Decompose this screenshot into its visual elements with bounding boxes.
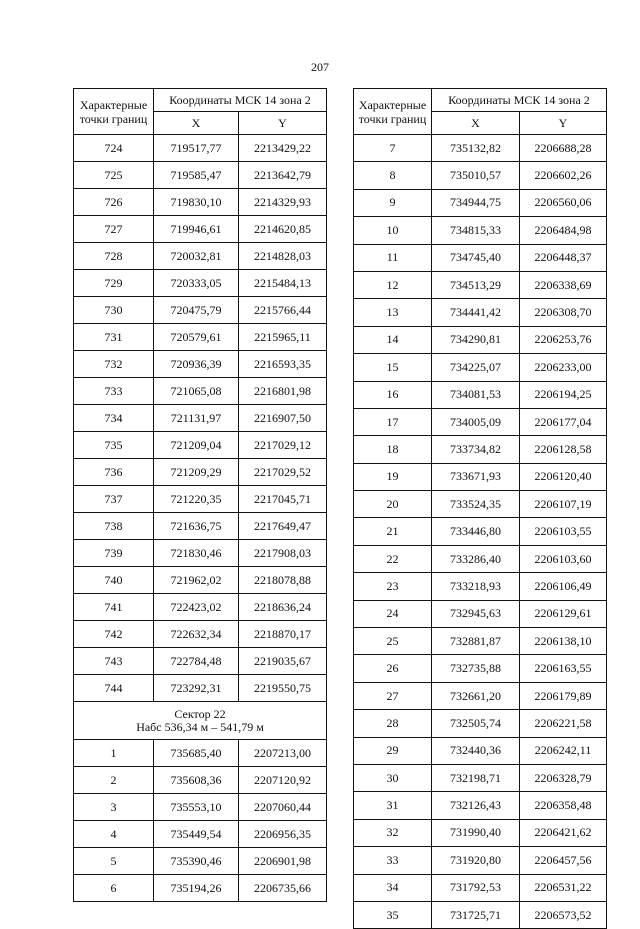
- table-row: [74, 594, 327, 621]
- x-coordinate-cell: 719585,47: [154, 162, 239, 189]
- point-number-cell: 17: [354, 408, 432, 435]
- y-coordinate-cell: 2206106,49: [520, 573, 607, 600]
- table-row: [354, 162, 607, 189]
- table-row: [354, 819, 607, 846]
- y-coordinate-cell: 2218636,24: [239, 594, 327, 621]
- point-number-cell: 21: [354, 518, 432, 545]
- table-row: [354, 545, 607, 572]
- x-coordinate-cell: 733286,40: [432, 545, 520, 572]
- point-number-cell: 23: [354, 573, 432, 600]
- y-coordinate-cell: 2217029,12: [239, 432, 327, 459]
- coordinates-table-left: [73, 88, 327, 902]
- y-coordinate-cell: 2216593,35: [239, 351, 327, 378]
- table-header-row: [354, 89, 607, 112]
- x-coordinate-cell: 721209,04: [154, 432, 239, 459]
- table-row: [354, 271, 607, 298]
- point-number-cell: 738: [74, 513, 154, 540]
- point-number-cell: 31: [354, 792, 432, 819]
- point-number-cell: 34: [354, 874, 432, 901]
- sector-elevation-range: Набс 536,34 м – 541,79 м: [136, 719, 264, 734]
- y-coordinate-cell: 2206194,25: [520, 381, 607, 408]
- point-number-cell: 725: [74, 162, 154, 189]
- table-row: [74, 270, 327, 297]
- y-coordinate-cell: 2217045,71: [239, 486, 327, 513]
- point-number-cell: 744: [74, 675, 154, 702]
- point-number-cell: 33: [354, 847, 432, 874]
- y-coordinate-cell: 2218078,88: [239, 567, 327, 594]
- y-coordinate-cell: 2206484,98: [520, 217, 607, 244]
- table-row: [354, 436, 607, 463]
- table-row: [74, 162, 327, 189]
- x-column-header: X: [432, 112, 520, 135]
- point-number-cell: 741: [74, 594, 154, 621]
- x-coordinate-cell: 733524,35: [432, 491, 520, 518]
- x-coordinate-cell: 720032,81: [154, 243, 239, 270]
- point-number-cell: 12: [354, 271, 432, 298]
- y-coordinate-cell: 2213642,79: [239, 162, 327, 189]
- table-row: [74, 794, 327, 821]
- x-coordinate-cell: 735608,36: [154, 767, 239, 794]
- point-number-cell: 726: [74, 189, 154, 216]
- x-coordinate-cell: 721962,02: [154, 567, 239, 594]
- table-row: [354, 135, 607, 162]
- point-number-cell: 15: [354, 354, 432, 381]
- y-coordinate-cell: 2216907,50: [239, 405, 327, 432]
- y-coordinate-cell: 2206308,70: [520, 299, 607, 326]
- point-number-cell: 24: [354, 600, 432, 627]
- table-row: [74, 648, 327, 675]
- table-row: [74, 378, 327, 405]
- x-coordinate-cell: 731920,80: [432, 847, 520, 874]
- x-coordinate-cell: 722784,48: [154, 648, 239, 675]
- x-coordinate-cell: 732198,71: [432, 764, 520, 791]
- y-coordinate-cell: 2206358,48: [520, 792, 607, 819]
- point-number-cell: 3: [74, 794, 154, 821]
- table-row: [74, 513, 327, 540]
- table-row: [354, 655, 607, 682]
- x-coordinate-cell: 732126,43: [432, 792, 520, 819]
- table-row: [74, 621, 327, 648]
- x-coordinate-cell: 723292,31: [154, 675, 239, 702]
- sector-heading-row: [74, 702, 327, 740]
- y-column-header: Y: [239, 112, 327, 135]
- table-row: [354, 244, 607, 271]
- y-coordinate-cell: 2206221,58: [520, 710, 607, 737]
- x-coordinate-cell: 722423,02: [154, 594, 239, 621]
- x-coordinate-cell: 734005,09: [432, 408, 520, 435]
- x-coordinate-cell: 733446,80: [432, 518, 520, 545]
- table-row: [354, 518, 607, 545]
- y-coordinate-cell: 2206421,62: [520, 819, 607, 846]
- point-number-cell: 4: [74, 821, 154, 848]
- table-row: [74, 351, 327, 378]
- table-row: [354, 847, 607, 874]
- y-coordinate-cell: 2206531,22: [520, 874, 607, 901]
- y-coordinate-cell: 2206233,00: [520, 354, 607, 381]
- table-row: [354, 874, 607, 901]
- point-number-cell: 16: [354, 381, 432, 408]
- point-number-cell: 8: [354, 162, 432, 189]
- point-number-cell: 743: [74, 648, 154, 675]
- table-row: [354, 326, 607, 353]
- y-coordinate-cell: 2219035,67: [239, 648, 327, 675]
- x-coordinate-cell: 732881,87: [432, 628, 520, 655]
- point-number-cell: 27: [354, 682, 432, 709]
- table-row: [74, 675, 327, 702]
- table-row: [354, 600, 607, 627]
- table-row: [354, 217, 607, 244]
- table-row: [74, 767, 327, 794]
- table-row: [74, 486, 327, 513]
- y-coordinate-cell: 2206338,69: [520, 271, 607, 298]
- x-coordinate-cell: 731792,53: [432, 874, 520, 901]
- point-number-cell: 742: [74, 621, 154, 648]
- x-coordinate-cell: 721830,46: [154, 540, 239, 567]
- y-coordinate-cell: 2206688,28: [520, 135, 607, 162]
- y-coordinate-cell: 2215766,44: [239, 297, 327, 324]
- point-number-cell: 18: [354, 436, 432, 463]
- x-coordinate-cell: 732440,36: [432, 737, 520, 764]
- table-row: [74, 135, 327, 162]
- table-row: [74, 875, 327, 902]
- y-coordinate-cell: 2215484,13: [239, 270, 327, 297]
- table-row: [354, 764, 607, 791]
- point-number-cell: 35: [354, 901, 432, 928]
- point-number-cell: 30: [354, 764, 432, 791]
- x-coordinate-cell: 721636,75: [154, 513, 239, 540]
- y-coordinate-cell: 2206128,58: [520, 436, 607, 463]
- point-number-cell: 28: [354, 710, 432, 737]
- point-number-cell: 32: [354, 819, 432, 846]
- y-coordinate-cell: 2206138,10: [520, 628, 607, 655]
- table-row: [354, 710, 607, 737]
- table-row: [74, 848, 327, 875]
- table-header-row: [74, 89, 327, 112]
- points-header: [74, 89, 154, 135]
- point-number-cell: 729: [74, 270, 154, 297]
- y-column-header: Y: [520, 112, 607, 135]
- point-number-cell: 737: [74, 486, 154, 513]
- table-row: [354, 491, 607, 518]
- y-coordinate-cell: 2217908,03: [239, 540, 327, 567]
- x-coordinate-cell: 732661,20: [432, 682, 520, 709]
- point-number-cell: 11: [354, 244, 432, 271]
- point-number-cell: 9: [354, 189, 432, 216]
- x-coordinate-cell: 734081,53: [432, 381, 520, 408]
- y-coordinate-cell: 2218870,17: [239, 621, 327, 648]
- x-coordinate-cell: 735010,57: [432, 162, 520, 189]
- table-row: [74, 405, 327, 432]
- table-row: [74, 821, 327, 848]
- point-number-cell: 19: [354, 463, 432, 490]
- point-number-cell: 5: [74, 848, 154, 875]
- table-row: [354, 901, 607, 928]
- x-coordinate-cell: 719946,61: [154, 216, 239, 243]
- table-row: [354, 408, 607, 435]
- x-coordinate-cell: 735194,26: [154, 875, 239, 902]
- x-coordinate-cell: 735390,46: [154, 848, 239, 875]
- point-number-cell: 734: [74, 405, 154, 432]
- y-coordinate-cell: 2206163,55: [520, 655, 607, 682]
- point-number-cell: 20: [354, 491, 432, 518]
- x-coordinate-cell: 734815,33: [432, 217, 520, 244]
- x-coordinate-cell: 732735,88: [432, 655, 520, 682]
- y-coordinate-cell: 2206328,79: [520, 764, 607, 791]
- x-coordinate-cell: 720333,05: [154, 270, 239, 297]
- x-coordinate-cell: 721209,29: [154, 459, 239, 486]
- y-coordinate-cell: 2207120,92: [239, 767, 327, 794]
- x-coordinate-cell: 732505,74: [432, 710, 520, 737]
- x-coordinate-cell: 719517,77: [154, 135, 239, 162]
- y-coordinate-cell: 2206735,66: [239, 875, 327, 902]
- point-number-cell: 6: [74, 875, 154, 902]
- points-header-line1: Характерные: [79, 97, 148, 112]
- y-coordinate-cell: 2215965,11: [239, 324, 327, 351]
- table-row: [354, 299, 607, 326]
- table-row: [354, 189, 607, 216]
- point-number-cell: 22: [354, 545, 432, 572]
- x-coordinate-cell: 734513,29: [432, 271, 520, 298]
- y-coordinate-cell: 2206573,52: [520, 901, 607, 928]
- x-coordinate-cell: 721220,35: [154, 486, 239, 513]
- x-coordinate-cell: 722632,34: [154, 621, 239, 648]
- x-coordinate-cell: 733218,93: [432, 573, 520, 600]
- table-row: [354, 737, 607, 764]
- x-coordinate-cell: 733734,82: [432, 436, 520, 463]
- point-number-cell: 2: [74, 767, 154, 794]
- table-row: [74, 297, 327, 324]
- x-coordinate-cell: 731990,40: [432, 819, 520, 846]
- y-coordinate-cell: 2206956,35: [239, 821, 327, 848]
- table-row: [354, 628, 607, 655]
- point-number-cell: 29: [354, 737, 432, 764]
- point-number-cell: 7: [354, 135, 432, 162]
- x-coordinate-cell: 733671,93: [432, 463, 520, 490]
- y-coordinate-cell: 2216801,98: [239, 378, 327, 405]
- x-coordinate-cell: 720475,79: [154, 297, 239, 324]
- points-header: [354, 89, 432, 135]
- table-row: [74, 324, 327, 351]
- point-number-cell: 739: [74, 540, 154, 567]
- x-coordinate-cell: 731725,71: [432, 901, 520, 928]
- point-number-cell: 732: [74, 351, 154, 378]
- point-number-cell: 735: [74, 432, 154, 459]
- point-number-cell: 733: [74, 378, 154, 405]
- y-coordinate-cell: 2214329,93: [239, 189, 327, 216]
- y-coordinate-cell: 2206129,61: [520, 600, 607, 627]
- y-coordinate-cell: 2206901,98: [239, 848, 327, 875]
- table-row: [354, 463, 607, 490]
- y-coordinate-cell: 2214620,85: [239, 216, 327, 243]
- table-row: [354, 792, 607, 819]
- x-coordinate-cell: 734225,07: [432, 354, 520, 381]
- y-coordinate-cell: 2206179,89: [520, 682, 607, 709]
- page-number: 207: [311, 60, 329, 74]
- y-coordinate-cell: 2206448,37: [520, 244, 607, 271]
- y-coordinate-cell: 2207060,44: [239, 794, 327, 821]
- table-row: [354, 682, 607, 709]
- x-coordinate-cell: 720579,61: [154, 324, 239, 351]
- y-coordinate-cell: 2206103,55: [520, 518, 607, 545]
- sector-heading: [74, 702, 327, 740]
- y-coordinate-cell: 2206107,19: [520, 491, 607, 518]
- y-coordinate-cell: 2206242,11: [520, 737, 607, 764]
- table-row: [74, 189, 327, 216]
- point-number-cell: 731: [74, 324, 154, 351]
- x-column-header: X: [154, 112, 239, 135]
- y-coordinate-cell: 2206120,40: [520, 463, 607, 490]
- coordinates-table-right: [353, 88, 607, 929]
- y-coordinate-cell: 2217649,47: [239, 513, 327, 540]
- table-row: [74, 459, 327, 486]
- table-row: [354, 354, 607, 381]
- point-number-cell: 728: [74, 243, 154, 270]
- points-header-line2: точки границ: [358, 111, 427, 126]
- x-coordinate-cell: 735449,54: [154, 821, 239, 848]
- table-row: [354, 381, 607, 408]
- table-row: [74, 740, 327, 767]
- point-number-cell: 26: [354, 655, 432, 682]
- point-number-cell: 740: [74, 567, 154, 594]
- x-coordinate-cell: 719830,10: [154, 189, 239, 216]
- y-coordinate-cell: 2219550,75: [239, 675, 327, 702]
- x-coordinate-cell: 734441,42: [432, 299, 520, 326]
- y-coordinate-cell: 2217029,52: [239, 459, 327, 486]
- point-number-cell: 1: [74, 740, 154, 767]
- points-header-line1: Характерные: [358, 97, 427, 112]
- x-coordinate-cell: 734290,81: [432, 326, 520, 353]
- coord-system-header: Координаты МСК 14 зона 2: [154, 89, 327, 112]
- coord-system-header: Координаты МСК 14 зона 2: [432, 89, 607, 112]
- table-row: [74, 432, 327, 459]
- table-row: [354, 573, 607, 600]
- table-row: [74, 567, 327, 594]
- point-number-cell: 736: [74, 459, 154, 486]
- table-row: [74, 216, 327, 243]
- table-row: [74, 540, 327, 567]
- point-number-cell: 727: [74, 216, 154, 243]
- point-number-cell: 14: [354, 326, 432, 353]
- point-number-cell: 10: [354, 217, 432, 244]
- x-coordinate-cell: 734745,40: [432, 244, 520, 271]
- x-coordinate-cell: 720936,39: [154, 351, 239, 378]
- x-coordinate-cell: 721131,97: [154, 405, 239, 432]
- x-coordinate-cell: 721065,08: [154, 378, 239, 405]
- x-coordinate-cell: 735553,10: [154, 794, 239, 821]
- y-coordinate-cell: 2213429,22: [239, 135, 327, 162]
- y-coordinate-cell: 2206457,56: [520, 847, 607, 874]
- y-coordinate-cell: 2206103,60: [520, 545, 607, 572]
- y-coordinate-cell: 2214828,03: [239, 243, 327, 270]
- x-coordinate-cell: 732945,63: [432, 600, 520, 627]
- x-coordinate-cell: 734944,75: [432, 189, 520, 216]
- sector-title: Сектор 22: [174, 706, 226, 721]
- y-coordinate-cell: 2207213,00: [239, 740, 327, 767]
- point-number-cell: 730: [74, 297, 154, 324]
- table-row: [74, 243, 327, 270]
- points-header-line2: точки границ: [79, 111, 148, 126]
- point-number-cell: 13: [354, 299, 432, 326]
- y-coordinate-cell: 2206560,06: [520, 189, 607, 216]
- x-coordinate-cell: 735685,40: [154, 740, 239, 767]
- x-coordinate-cell: 735132,82: [432, 135, 520, 162]
- point-number-cell: 724: [74, 135, 154, 162]
- y-coordinate-cell: 2206253,76: [520, 326, 607, 353]
- y-coordinate-cell: 2206602,26: [520, 162, 607, 189]
- y-coordinate-cell: 2206177,04: [520, 408, 607, 435]
- point-number-cell: 25: [354, 628, 432, 655]
